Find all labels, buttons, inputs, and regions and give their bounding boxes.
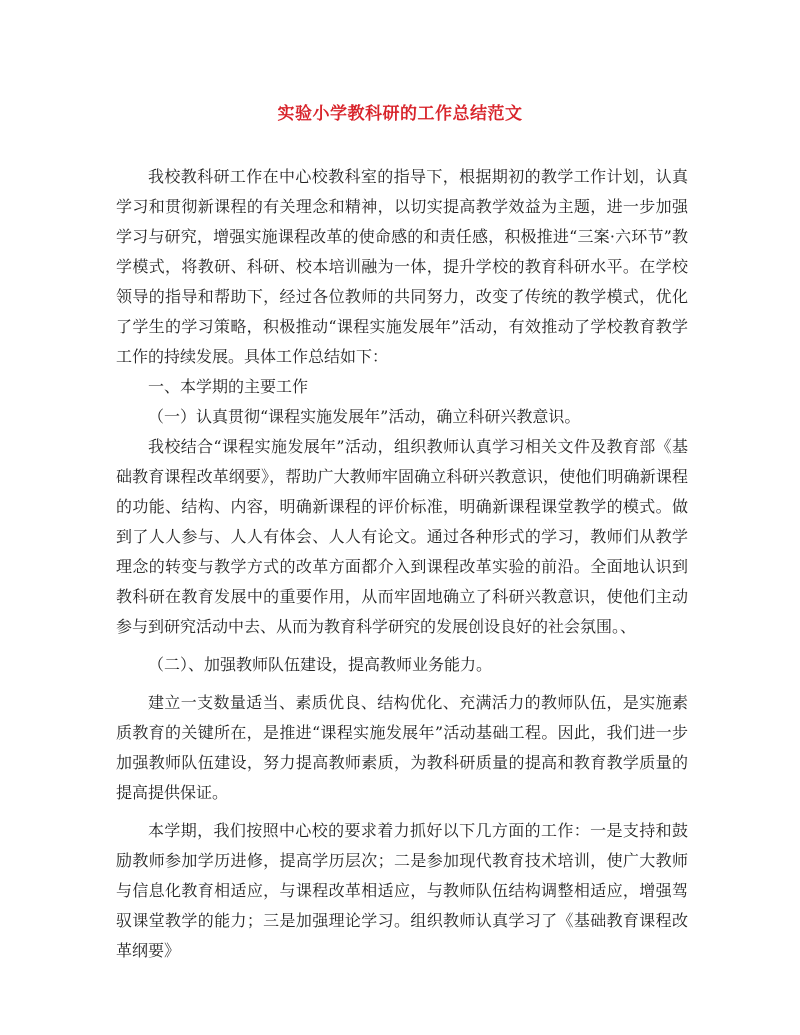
subheading-1: （一）认真贯彻“课程实施发展年”活动，确立科研兴教意识。 [148,407,581,426]
paragraph-2: 建立一支数量适当、素质优良、结构优化、充满活力的教师队伍，是实施素质教育的关键所在，是推进“课程实施发展年”活动基础工程。因此，我们进一步加强教师队伍建设，努力提高教师素质，为教科研质量的提高和教育教学质量的提高提供保证。 [116,693,688,802]
document-title: 实验小学教科研的工作总结范文 [277,104,523,124]
paragraph-3: 本学期，我们按照中心校的要求着力抓好以下几方面的工作：一是支持和鼓励教师参加学历进修，提高学历层次；二是参加现代教育技术培训，使广大教师与信息化教育相适应，与课程改革相适应，与教师队伍结构调整相适应，增强驾驭课堂教学的能力；三是加强理论学习。组织教师认真学习了《基础教育课程改革纲要》 [116,821,688,960]
heading-main-work: 一、本学期的主要工作 [148,377,309,396]
paragraph-intro: 我校教科研工作在中心校教科室的指导下，根据期初的教学工作计划，认真学习和贯彻新课程的有关理念和精神，以切实提高教学效益为主题，进一步加强学习与研究，增强实施课程改革的使命感的和责任感，积极推进“三案·六环节”教学模式，将教研、科研、校本培训融为一体，提升学校的教育科研水平。在学校领导的指导和帮助下，经过各位教师的共同努力，改变了传统的教学模式，优化了学生的学习策略，积极推动“课程实施发展年”活动，有效推动了学校教育教学工作的持续发展。具体工作总结如下： [116,167,688,366]
document-body [116,162,688,966]
paragraph-1: 我校结合“课程实施发展年”活动，组织教师认真学习相关文件及教育部《基础教育课程改革纲要》，帮助广大教师牢固确立科研兴教意识，使他们明确新课程的功能、结构、内容，明确新课程的评价标准，明确新课程课堂教学的模式。做到了人人参与、人人有体会、人人有论文。通过各种形式的学习，教师们从教学理念的转变与教学方式的改革方面都介入到课程改革实验的前沿。全面地认识到教科研在教育发展中的重要作用，从而牢固地确立了科研兴教意识，使他们主动参与到研究活动中去、从而为教育科学研究的发展创设良好的社会氛围。、 [116,437,688,636]
subheading-2: （二）、加强教师队伍建设，提高教师业务能力。 [148,655,493,674]
